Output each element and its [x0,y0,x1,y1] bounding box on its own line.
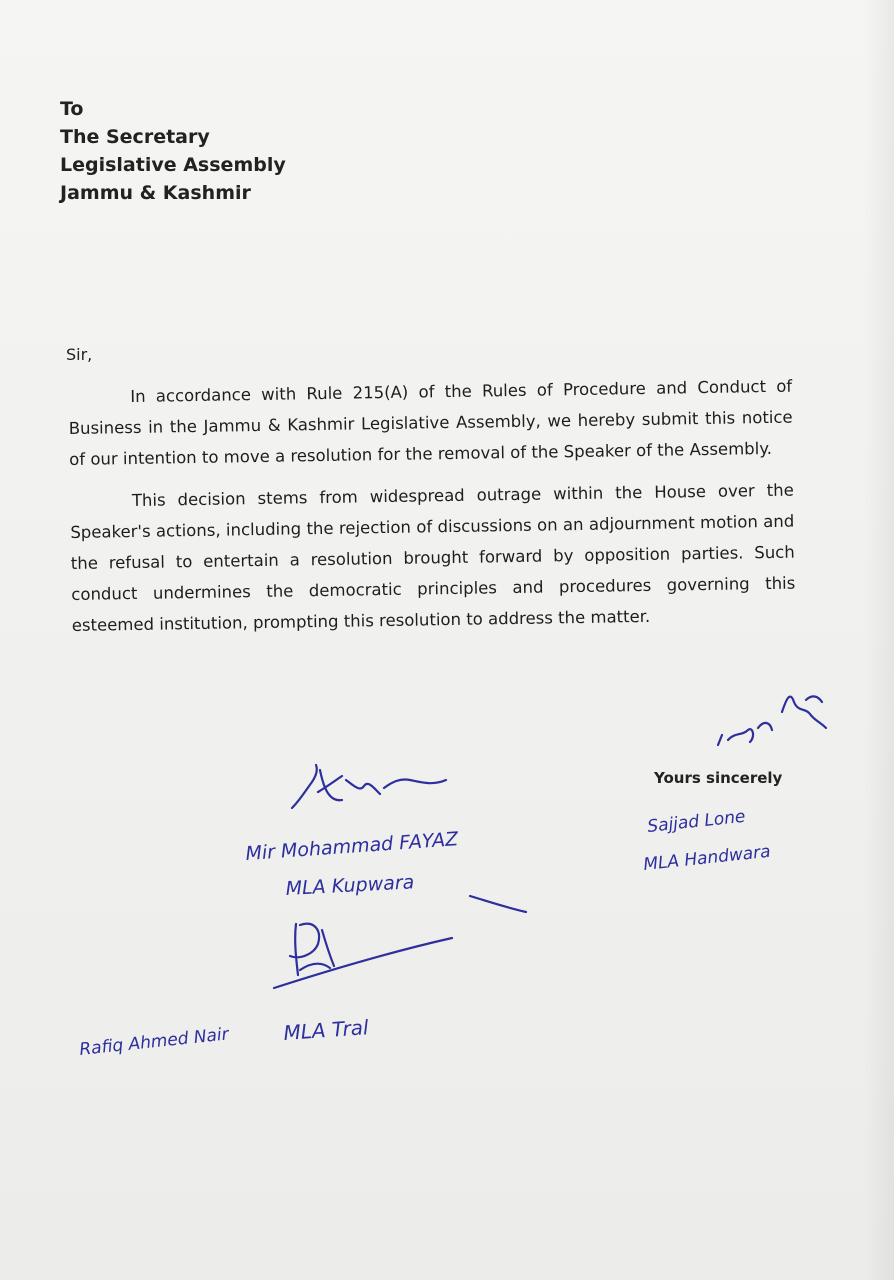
signature-mark-2 [274,924,452,988]
signature-mark-1 [292,765,446,808]
salutation: Sir, [66,345,93,364]
signature-mark-3 [718,696,826,745]
address-recipient: The Secretary [60,126,210,148]
signer-2-title: MLA Tral [282,1015,370,1045]
signer-3-name: Sajjad Lone [646,806,747,837]
signer-1-name: Mir Mohammad FAYAZ [244,828,459,865]
address-location: Jammu & Kashmir [60,182,251,204]
paragraph-2: This decision stems from widespread outrage within the House over the Speaker's actions, including the rejection of discussions on an adjournment motion and the refusal to entertain a resolution brought forward by opposition parties. Such conduct undermines the democratic principles and procedures governing this esteemed institution, prompting this resolution to address the matter. [70,480,796,635]
closing-line: Yours sincerely [654,769,783,787]
address-to: To [60,98,84,120]
signer-3-title: MLA Handwara [642,841,772,875]
address-organization: Legislative Assembly [60,154,286,176]
signer-1-title: MLA Kupwara [285,871,415,900]
signature-underline-1 [470,896,526,912]
signer-2-name: Rafiq Ahmed Nair [78,1024,230,1060]
paragraph-1: In accordance with Rule 215(A) of the Rules of Procedure and Conduct of Business in the Jammu & Kashmir Legislative Assembly, we hereby submit this notice of our intention to move a resolution for the removal of the Speaker of the Assembly. [68,376,793,469]
